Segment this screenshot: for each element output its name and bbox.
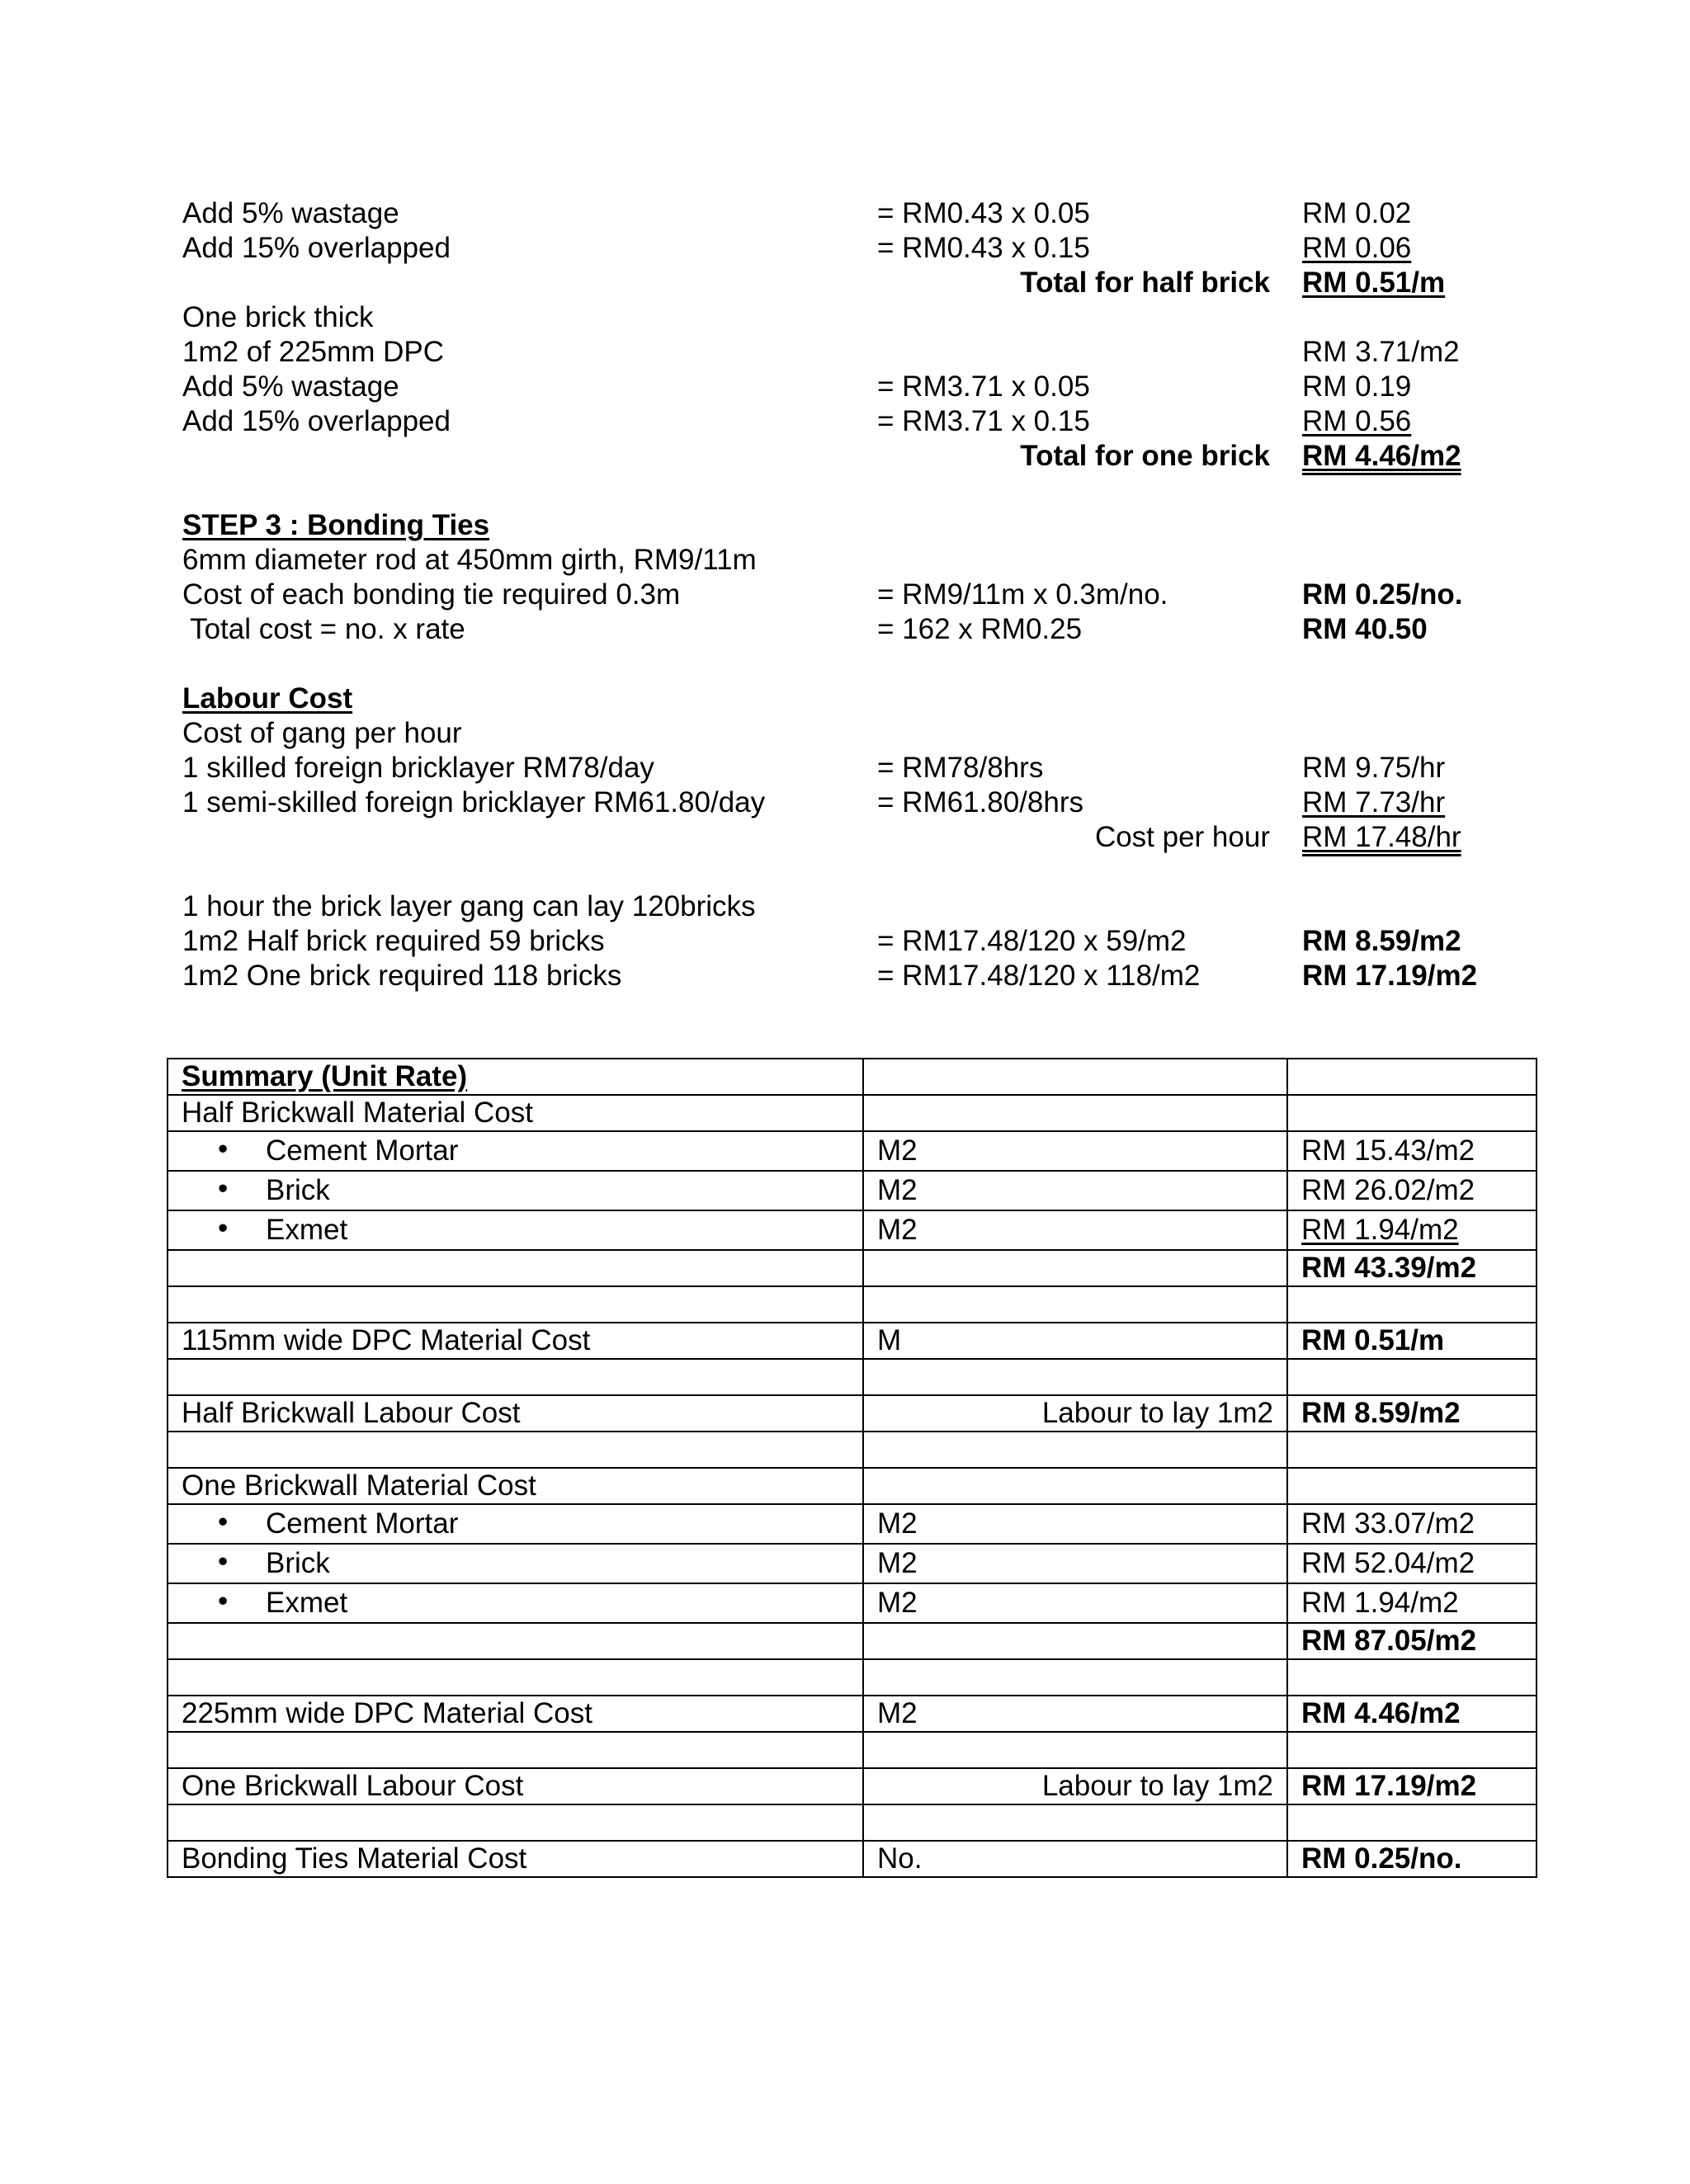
row-label: Add 5% wastage [182, 197, 399, 229]
row-amount: RM 0.02 [1302, 197, 1412, 229]
dpc225-label: 225mm wide DPC Material Cost [168, 1696, 863, 1732]
labour-per-hour-row [0, 820, 1690, 855]
total-label: Cost per hour [1094, 821, 1270, 853]
one-overlap-row [0, 404, 1690, 439]
table-row [168, 1583, 1537, 1623]
row-calc: = RM17.48/120 x 118/m2 [877, 960, 1201, 992]
unit-cell: M2 [863, 1504, 1287, 1544]
row-amount: RM 0.25/no. [1302, 578, 1463, 611]
row-amount: RM 7.73/hr [1302, 786, 1446, 818]
one-total-row [0, 439, 1690, 474]
row-label: Add 5% wastage [182, 370, 399, 403]
row-amount: RM 0.56 [1302, 405, 1412, 437]
unit-cell: M2 [863, 1583, 1287, 1623]
row-calc: = RM61.80/8hrs [877, 786, 1083, 818]
row-amount: RM 8.59/m2 [1302, 925, 1461, 957]
labour-half-row [0, 924, 1690, 959]
row-amount: RM 3.71/m2 [1302, 336, 1460, 368]
table-row [168, 1696, 1537, 1732]
unit-cell: M2 [863, 1696, 1287, 1732]
bullet-item: • Exmet [168, 1583, 863, 1623]
rate-cell: RM 4.46/m2 [1287, 1696, 1537, 1732]
half-overlap-row [0, 231, 1690, 266]
row-label: 6mm diameter rod at 450mm girth, RM9/11m [182, 544, 757, 576]
unit-cell: M2 [863, 1544, 1287, 1583]
unit-cell: M2 [863, 1131, 1287, 1171]
step3-each-row [0, 578, 1690, 612]
one-wastage-row [0, 370, 1690, 404]
unit-cell: M [863, 1323, 1287, 1359]
rate-cell: RM 52.04/m2 [1287, 1544, 1537, 1583]
row-calc: = RM0.43 x 0.05 [877, 197, 1090, 229]
half-material-label: Half Brickwall Material Cost [168, 1095, 863, 1131]
row-label: 1 semi-skilled foreign bricklayer RM61.80/day [182, 786, 766, 818]
table-row [168, 1395, 1537, 1432]
row-label: 1 skilled foreign bricklayer RM78/day [182, 752, 654, 784]
labour-rate-row [0, 889, 1690, 924]
table-row [168, 1432, 1537, 1468]
one-base-row [0, 335, 1690, 370]
table-row [168, 1468, 1537, 1504]
row-calc: = RM17.48/120 x 59/m2 [877, 925, 1187, 957]
unit-cell: M2 [863, 1210, 1287, 1250]
table-row [168, 1804, 1537, 1841]
total-amount: RM 4.46/m2 [1302, 440, 1461, 472]
row-calc: = RM3.71 x 0.15 [877, 405, 1090, 437]
row-label: Add 15% overlapped [182, 405, 451, 437]
rate-cell: RM 8.59/m2 [1287, 1395, 1537, 1432]
labour-heading-row [0, 682, 1690, 716]
labour-skilled-row [0, 751, 1690, 785]
table-row [168, 1171, 1537, 1210]
row-label: 1m2 of 225mm DPC [182, 336, 445, 368]
row-label: 1m2 Half brick required 59 bricks [182, 925, 605, 957]
table-row [168, 1095, 1537, 1131]
labour-semi-row [0, 785, 1690, 820]
unit-cell: No. [863, 1841, 1287, 1877]
table-row [168, 1359, 1537, 1395]
half-wastage-row [0, 196, 1690, 231]
rate-cell: RM 15.43/m2 [1287, 1131, 1537, 1171]
rate-value: RM 1.94/m2 [1301, 1214, 1459, 1246]
one-brick-heading [0, 300, 1690, 335]
unit-cell: Labour to lay 1m2 [863, 1768, 1287, 1804]
row-amount: RM 17.19/m2 [1302, 960, 1478, 992]
row-calc: = 162 x RM0.25 [877, 613, 1083, 645]
total-label: Total for half brick [1020, 267, 1270, 299]
row-calc: = RM9/11m x 0.3m/no. [877, 578, 1168, 611]
table-row [168, 1131, 1537, 1171]
table-row [168, 1768, 1537, 1804]
step3-rod-row [0, 543, 1690, 578]
one-labour-label: One Brickwall Labour Cost [168, 1768, 863, 1804]
half-total-row [0, 266, 1690, 300]
row-amount: RM 9.75/hr [1302, 752, 1446, 784]
section-heading: STEP 3 : Bonding Ties [182, 509, 490, 541]
row-label: 1m2 One brick required 118 bricks [182, 960, 622, 992]
row-label: 1 hour the brick layer gang can lay 120bricks [182, 890, 756, 922]
bullet-item: • Brick [168, 1544, 863, 1583]
row-calc: = RM3.71 x 0.05 [877, 370, 1090, 403]
unit-cell: M2 [863, 1171, 1287, 1210]
labour-one-row [0, 959, 1690, 993]
table-row [168, 1210, 1537, 1250]
row-label: Total cost = no. x rate [182, 613, 465, 645]
total-amount: RM 17.48/hr [1302, 821, 1461, 853]
table-row [168, 1323, 1537, 1359]
row-amount: RM 0.06 [1302, 232, 1412, 264]
rate-cell: RM 33.07/m2 [1287, 1504, 1537, 1544]
dpc115-label: 115mm wide DPC Material Cost [168, 1323, 863, 1359]
step3-total-row [0, 612, 1690, 647]
row-amount: RM 40.50 [1302, 613, 1428, 645]
table-row [168, 1286, 1537, 1323]
half-material-total: RM 43.39/m2 [1287, 1250, 1537, 1286]
one-material-total: RM 87.05/m2 [1287, 1623, 1537, 1659]
total-label: Total for one brick [1020, 440, 1270, 472]
row-calc: = RM78/8hrs [877, 752, 1044, 784]
table-row [168, 1732, 1537, 1768]
rate-cell: RM 17.19/m2 [1287, 1768, 1537, 1804]
table-row [168, 1841, 1537, 1877]
one-material-label: One Brickwall Material Cost [168, 1468, 863, 1504]
row-label: Cost of each bonding tie required 0.3m [182, 578, 681, 611]
bullet-item: • Cement Mortar [168, 1131, 863, 1171]
table-row [168, 1504, 1537, 1544]
step3-heading-row [0, 508, 1690, 543]
row-label: Add 15% overlapped [182, 232, 451, 264]
unit-cell: Labour to lay 1m2 [863, 1395, 1287, 1432]
half-labour-label: Half Brickwall Labour Cost [168, 1395, 863, 1432]
ties-label: Bonding Ties Material Cost [168, 1841, 863, 1877]
section-heading: Labour Cost [182, 682, 353, 715]
table-row [168, 1659, 1537, 1696]
table-row [168, 1623, 1537, 1659]
bullet-item: • Cement Mortar [168, 1504, 863, 1544]
bullet-item: • Exmet [168, 1210, 863, 1250]
bullet-item: • Brick [168, 1171, 863, 1210]
summary-table [167, 1058, 1537, 1878]
row-amount: RM 0.19 [1302, 370, 1412, 403]
labour-gang-row [0, 716, 1690, 751]
row-calc: = RM0.43 x 0.15 [877, 232, 1090, 264]
rate-cell: RM 0.25/no. [1287, 1841, 1537, 1877]
table-row [168, 1544, 1537, 1583]
row-label: Cost of gang per hour [182, 717, 462, 749]
rate-cell [1287, 1210, 1537, 1250]
section-heading: One brick thick [182, 301, 374, 333]
rate-cell: RM 0.51/m [1287, 1323, 1537, 1359]
total-amount: RM 0.51/m [1302, 267, 1446, 299]
table-row [168, 1059, 1537, 1095]
summary-title: Summary (Unit Rate) [168, 1059, 863, 1095]
rate-cell: RM 1.94/m2 [1287, 1583, 1537, 1623]
rate-cell: RM 26.02/m2 [1287, 1171, 1537, 1210]
table-row [168, 1250, 1537, 1286]
